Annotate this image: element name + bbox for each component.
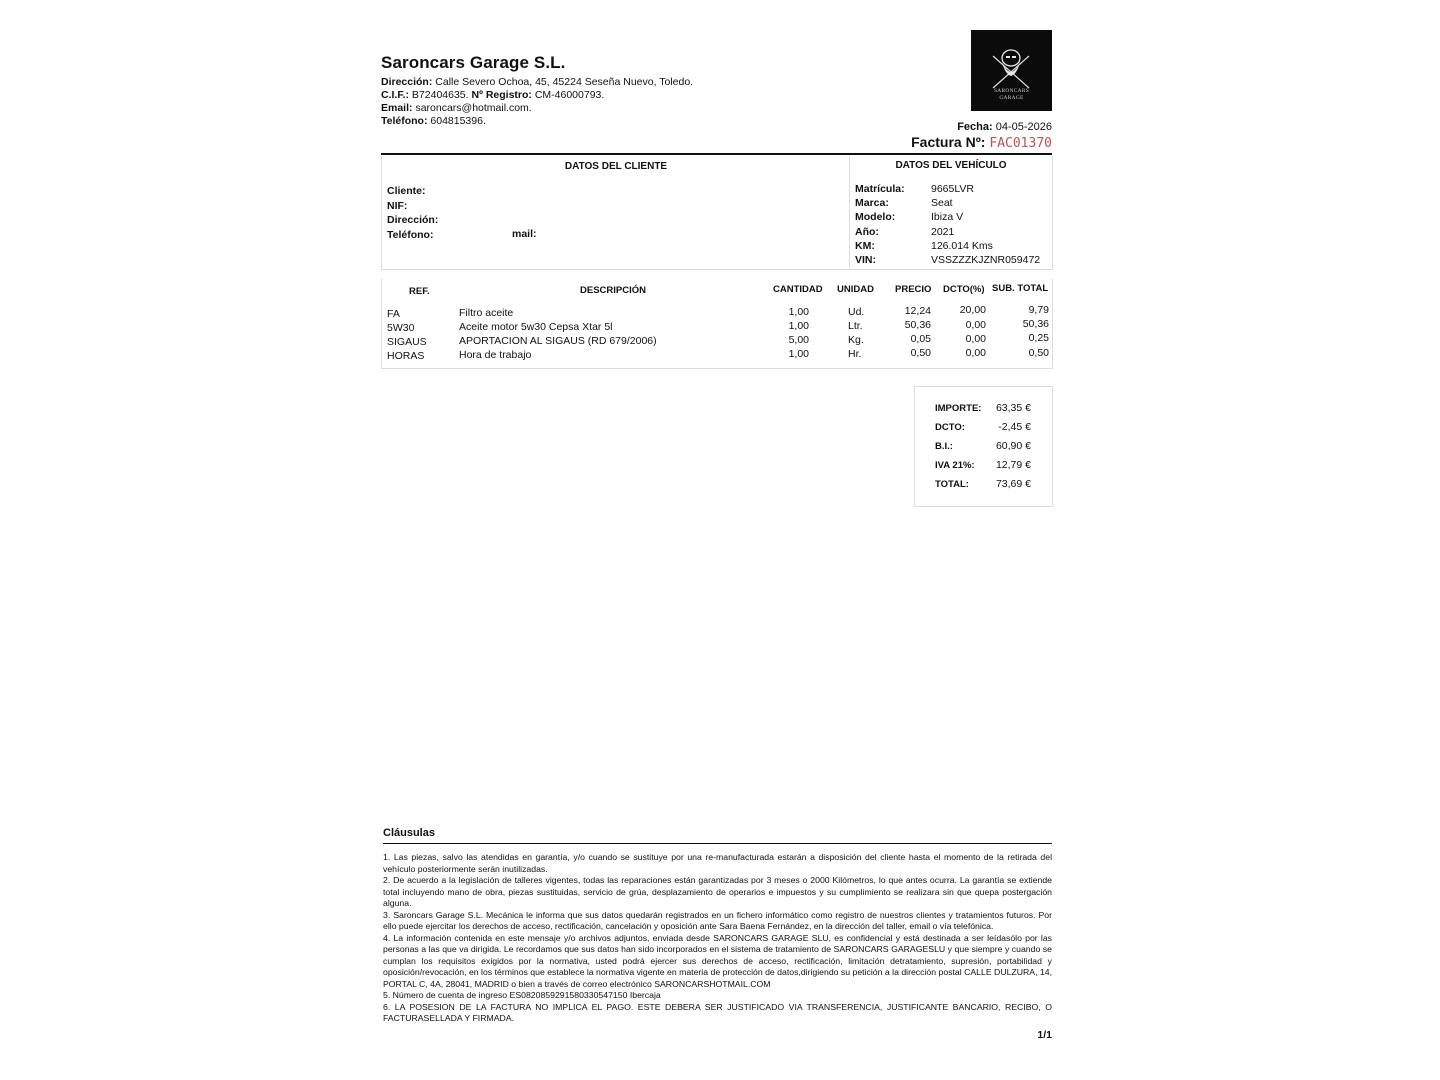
client-phone-label: Teléfono: [387,228,434,241]
invoice-meta [911,121,1052,151]
vehicle-row-brand: Marca: Seat [855,197,953,209]
bearded-man-crossed-tools-icon [971,30,1052,111]
item-price: 12,24 [904,305,931,317]
col-header-discount: DCTO(%) [943,284,985,295]
item-quantity: 5,00 [788,334,809,346]
col-header-quantity: CANTIDAD [773,284,823,295]
company-logo [971,30,1052,111]
col-header-price: PRECIO [895,284,932,295]
company-name: Saroncars Garage S.L. [381,53,566,72]
company-cif: C.I.F.: B72404635. Nº Registro: CM-46000793. [381,89,605,101]
col-header-subtotal: SUB. TOTAL [992,283,1049,294]
invoice-date: Fecha: 04-05-2026 [957,121,1052,133]
item-ref: SIGAUS [387,336,427,348]
client-fields [387,184,438,242]
invoice-number: Factura Nº: FAC01370 [911,134,1052,151]
svg-text:SARONCARS: SARONCARS [993,88,1030,94]
client-nif-label: NIF: [387,199,408,212]
item-quantity: 1,00 [788,306,809,318]
item-unit: Ud. [848,306,865,318]
item-discount: 20,00 [959,304,986,316]
vehicle-row-vin: VIN: VSSZZZKJZNR059472 [855,254,1041,266]
page-number: 1/1 [1037,1029,1052,1041]
clause-4: 4. La información contenida en este mensaje y/o archivos adjuntos, enviada desde SARONCARS GARAGE SLU, es confidencial y está destinada a ser leídasólo por las personas a las que va dirigida. Le recordamos que sus datos han sido incorporados en el sistema de tratamiento de SARONCARS GARAGESLU y que siempre y cuando se cumplan los requisitos exigidos por la normativa, usted podrá ejercer sus derechos de acceso, rectificación, limitación detratamiento, supresión, portabilidad y oposición/revocación, en los términos que establece la normativa vigente en materia de protección de datos,dirigiendo su petición a la dirección postal CALLE DULZURA, 14, PORTAL C, 4A, 28041, MADRID o bien a través de correo electrónico SARONCARSHOTMAIL.COM [383,932,1052,989]
item-discount: 0,00 [965,333,986,345]
col-header-ref: REF. [409,286,430,297]
company-address: Dirección: Calle Severo Ochoa, 45, 45224 Seseña Nuevo, Toledo. [381,76,694,88]
company-phone: Teléfono: 604815396. [381,115,486,127]
item-subtotal: 0,25 [1028,332,1049,344]
clause-6: 6. LA POSESION DE LA FACTURA NO IMPLICA EL PAGO. ESTE DEBERA SER JUSTIFICADO VIA TRANSFERENCIA, JUSTIFICANTE BANCARIO, RECIBO, O FACTURASELLADA Y FIRMADA. [383,1001,1052,1023]
vehicle-data-box [849,156,1053,270]
col-header-description: DESCRIPCIÓN [580,285,646,296]
clause-2: 2. De acuerdo a la legislación de talleres vigentes, todas las reparaciones están garantizadas por 3 meses o 2000 Kilómetros, lo que antes ocurra. La garantía se extiende total incluyendo mano de obra, piezas sustituidas, servicio de grúa, desplazamiento de operarios e impuestos y su cumplimiento se realizara sin que quepa postergación alguna. [383,875,1052,908]
clauses-title: Cláusulas [383,827,1052,844]
client-name-label: Cliente: [387,185,426,197]
item-subtotal: 0,50 [1028,347,1049,359]
invoice-number-value: FAC01370 [989,136,1052,151]
client-address-label: Dirección: [387,214,439,226]
item-price: 0,50 [910,347,931,359]
client-data-box [381,156,850,270]
item-ref: 5W30 [387,322,415,334]
vehicle-row-plate: Matrícula: 9665LVR [855,183,975,195]
client-email-label: mail: [512,228,537,240]
item-ref: FA [387,308,400,320]
items-table [381,279,1053,369]
item-subtotal: 9,79 [1028,304,1049,316]
item-description: APORTACION AL SIGAUS (RD 679/2006) [459,335,657,347]
item-price: 0,05 [910,333,931,345]
header-divider [381,153,1052,155]
company-email: Email: saroncars@hotmail.com. [381,102,532,114]
clause-1: 1. Las piezas, salvo las atendidas en garantía, y/o cuando se sustituye por una re-manufacturada estarán a disposición del cliente hasta el momento de la retirada del vehículo posteriormente serán inutilizadas. [383,852,1052,874]
vehicle-data-title: DATOS DEL VEHÍCULO [895,160,1007,171]
item-description: Hora de trabajo [459,349,532,361]
vehicle-row-model: Modelo: Ibiza V [855,211,964,223]
item-unit: Ltr. [848,320,863,332]
item-quantity: 1,00 [788,348,809,360]
item-unit: Hr. [848,348,862,360]
item-discount: 0,00 [965,319,986,331]
clause-5: 5. Número de cuenta de ingreso ES0820859291580330547150 Ibercaja [383,990,661,1000]
item-ref: HORAS [387,350,425,362]
item-description: Aceite motor 5w30 Cepsa Xtar 5l [459,321,613,333]
vehicle-row-year: Año: 2021 [855,226,955,238]
totals-box: IMPORTE: 63,35 € DCTO: -2,45 € B.I.: 60,90 € IVA 21%: 12,79 € TOTAL: 73,69 € [914,386,1053,507]
item-subtotal: 50,36 [1022,318,1049,330]
company-header [381,53,941,128]
vehicle-row-km: KM: 126.014 Kms [855,240,993,252]
svg-text:GARAGE: GARAGE [999,95,1024,101]
item-quantity: 1,00 [788,320,809,332]
client-data-title: DATOS DEL CLIENTE [564,161,668,172]
clauses-body [383,852,1052,1025]
item-description: Filtro aceite [459,307,514,319]
item-price: 50,36 [904,319,931,331]
clauses-section [383,827,1052,1025]
item-unit: Kg. [848,334,864,346]
col-header-unit: UNIDAD [837,284,874,295]
item-discount: 0,00 [965,347,986,359]
clause-3: 3. Saroncars Garage S.L. Mecánica le informa que sus datos quedarán registrados en un fichero informático como registro de nuestros clientes y tratamientos futuros. Por ello puede ejercitar los derechos de acceso, rectificación, cancelación y oposición ante Sara Baena Fernández, en la dirección del taller, email o vía telefónica. [383,909,1052,931]
